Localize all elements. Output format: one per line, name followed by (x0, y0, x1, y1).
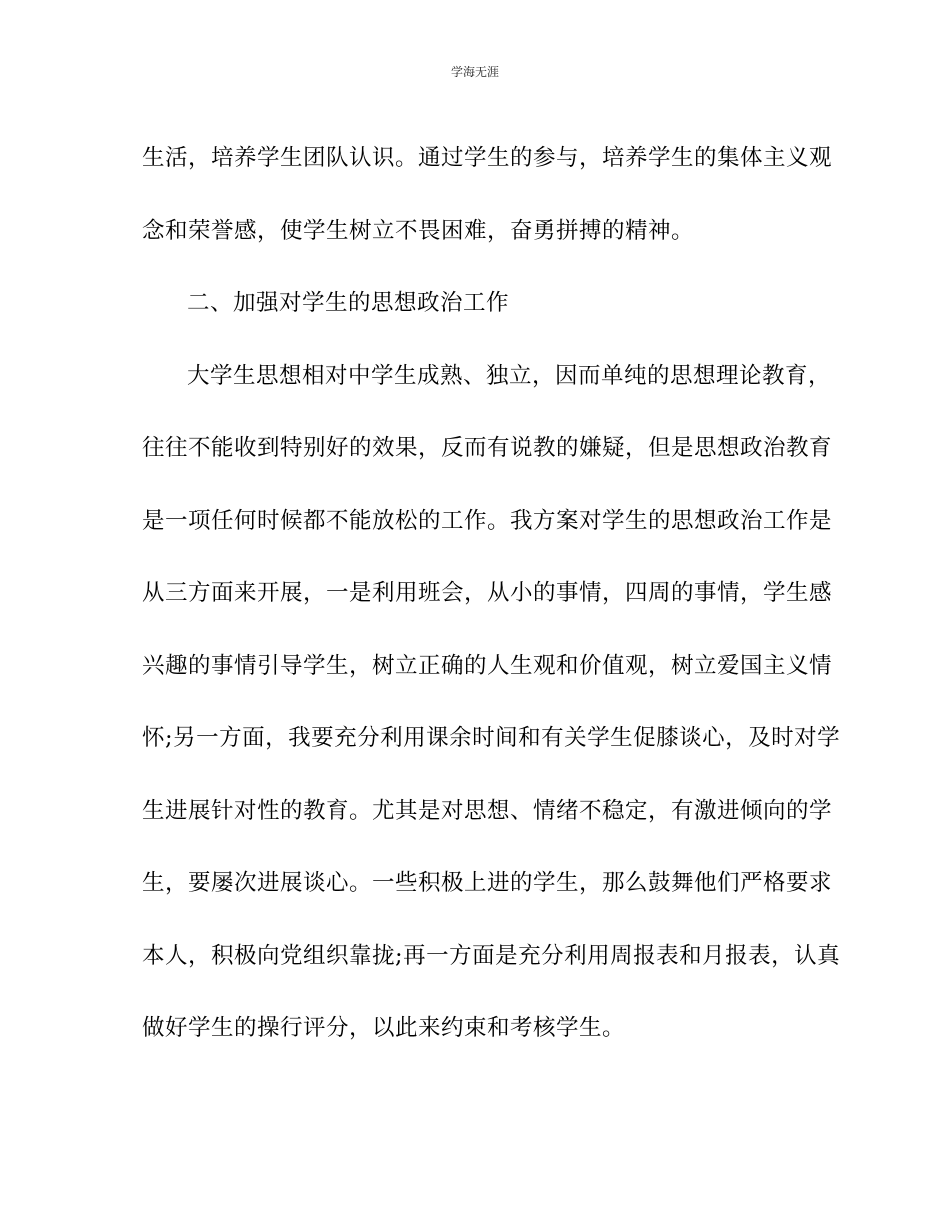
paragraph-line: 生，要屡次进展谈心。一些积极上进的学生，那么鼓舞他们严格要求 (142, 870, 833, 896)
paragraph-line: 念和荣誉感，使学生树立不畏困难，奋勇拼搏的精神。 (142, 217, 695, 244)
paragraph-line: 本人，积极向党组织靠拢;再一方面是充分利用周报表和月报表，认真 (142, 942, 841, 969)
paragraph-line: 兴趣的事情引导学生，树立正确的人生观和价值观，树立爱国主义情 (142, 652, 833, 679)
paragraph-line: 是一项任何时候都不能放松的工作。我方案对学生的思想政治工作是 (142, 507, 833, 534)
paragraph-line: 怀;另一方面，我要充分利用课余时间和有关学生促膝谈心，及时对学 (142, 725, 841, 751)
paragraph-line: 大学生思想相对中学生成熟、独立，因而单纯的思想理论教育， (187, 362, 832, 389)
page-header: 学海无涯 (450, 65, 499, 79)
paragraph-line: 生进展针对性的教育。尤其是对思想、情绪不稳定，有激进倾向的学 (142, 797, 833, 824)
paragraph-line: 生活，培养学生团队认识。通过学生的参与，培养学生的集体主义观 (142, 145, 833, 171)
paragraph-line: 从三方面来开展，一是利用班会，从小的事情，四周的事情，学生感 (142, 580, 833, 606)
document-body (142, 138, 841, 1081)
paragraph-line: 做好学生的操行评分，以此来约束和考核学生。 (142, 1015, 626, 1041)
paragraph-line: 往往不能收到特别好的效果，反而有说教的嫌疑，但是思想政治教育 (142, 435, 833, 461)
section-heading: 二、加强对学生的思想政治工作 (187, 290, 510, 316)
